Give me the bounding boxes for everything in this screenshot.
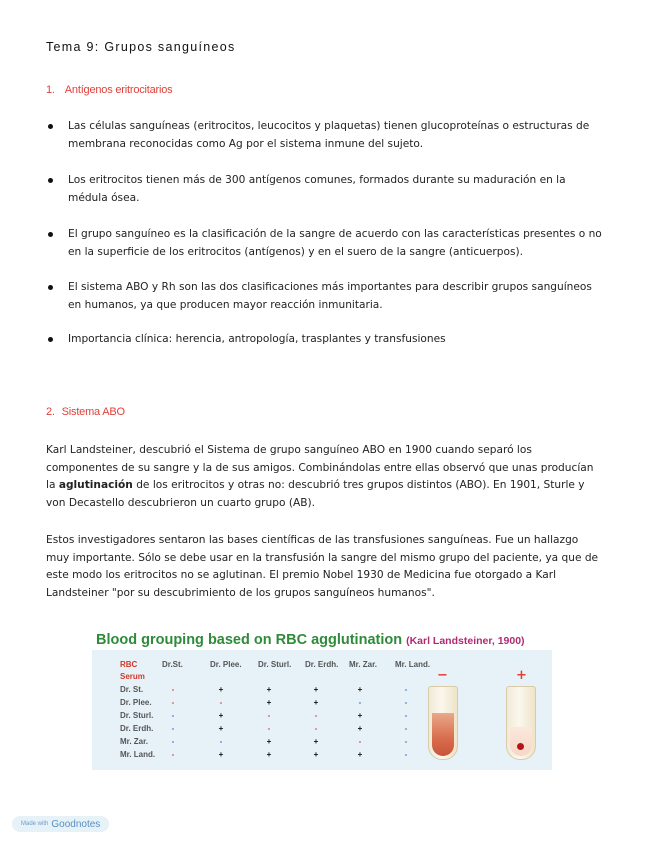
table-cell: +	[313, 737, 319, 746]
column-header: Dr.St.	[162, 660, 183, 669]
bullet-item: Importancia clínica: herencia, antropología, trasplantes y transfusiones	[46, 331, 606, 349]
test-tube-negative	[428, 686, 458, 760]
table-cell: -	[358, 698, 362, 707]
section-2-number: 2.	[46, 406, 58, 418]
bullet-item: Las células sanguíneas (eritrocitos, leucocitos y plaquetas) tienen glucoproteínas o estructuras de membrana reconocidas como Ag por el sistema inmune del sujeto.	[46, 118, 606, 153]
table-cell: +	[266, 698, 272, 707]
table-cell: -	[171, 750, 175, 759]
table-cell: +	[266, 685, 272, 694]
table-cell: +	[313, 685, 319, 694]
agglutination-dot	[517, 743, 524, 750]
table-cell: +	[218, 724, 224, 733]
row-label: Dr. St.	[120, 685, 144, 694]
figure-credit: (Karl Landsteiner, 1900)	[406, 635, 525, 647]
test-tube-positive	[506, 686, 536, 760]
table-cell: -	[171, 724, 175, 733]
table-cell: -	[219, 698, 223, 707]
bullet-item: El grupo sanguíneo es la clasificación de la sangre de acuerdo con las características presentes o no en la superficie de los eritrocitos (antígenos) y en el suero de la sangre (anticuerpos).	[46, 226, 606, 261]
table-cell: +	[218, 685, 224, 694]
table-cell: -	[358, 737, 362, 746]
bold-term-aglutinacion: aglutinación	[58, 479, 133, 491]
paragraph-text: Karl Landsteiner, descubrió el Sistema de grupo sanguíneo ABO en 1900 cuando separó los componentes de su sangre y la de sus amigos. Combinándolas entre ellas observó que unas producían la	[46, 444, 594, 491]
table-cell: +	[266, 737, 272, 746]
table-cell: +	[357, 750, 363, 759]
table-cell: -	[404, 685, 408, 694]
table-cell: -	[314, 724, 318, 733]
table-cell: -	[314, 711, 318, 720]
table-cell: +	[313, 750, 319, 759]
row-label: Dr. Sturl.	[120, 711, 154, 720]
table-cell: +	[357, 685, 363, 694]
positive-symbol: +	[516, 668, 527, 683]
paragraph-landsteiner	[46, 442, 602, 512]
table-cell: -	[404, 698, 408, 707]
bullet-item: El sistema ABO y Rh son las dos clasificaciones más importantes para describir grupos sanguíneos en humanos, ya que producen mayor reacción inmunitaria.	[46, 279, 606, 314]
table-cell: +	[218, 711, 224, 720]
table-cell: -	[171, 698, 175, 707]
table-cell: +	[266, 750, 272, 759]
figure-title-text: Blood grouping based on RBC agglutination	[96, 632, 403, 648]
page-title: Tema 9: Grupos sanguíneos	[46, 40, 236, 54]
table-cell: +	[313, 698, 319, 707]
serum-header: Serum	[120, 672, 145, 681]
row-label: Dr. Plee.	[120, 698, 152, 707]
table-cell: +	[218, 750, 224, 759]
badge-prefix: Made with	[21, 821, 49, 827]
table-cell: +	[357, 724, 363, 733]
table-cell: -	[171, 685, 175, 694]
figure-title	[96, 632, 525, 648]
table-cell: -	[267, 724, 271, 733]
row-label: Mr. Zar.	[120, 737, 149, 746]
table-cell: -	[171, 711, 175, 720]
section-1-bullet-list	[46, 118, 606, 349]
section-1-title: Antígenos eritrocitarios	[64, 84, 173, 96]
row-label: Dr. Erdh.	[120, 724, 154, 733]
section-2-title: Sistema ABO	[61, 406, 125, 418]
table-cell: -	[404, 750, 408, 759]
table-cell: -	[267, 711, 271, 720]
column-header: Dr. Sturl.	[258, 660, 292, 669]
paragraph-text: de los eritrocitos y otras no: descubrió tres grupos distintos (ABO). En 1901, Sturle y von Decastello descubrieron un cuarto grupo (AB).	[46, 479, 585, 509]
row-label: Mr. Land.	[120, 750, 156, 759]
blood-grouping-figure	[92, 628, 552, 770]
tube-fill	[510, 727, 532, 756]
paragraph-transfusions: Estos investigadores sentaron las bases científicas de las transfusiones sanguíneas. Fue un hallazgo muy importante. Sólo se debe usar en la transfusión la sangre del mismo grupo del paciente, ya que de este modo los eritrocitos no se aglutinan. El premio Nobel 1930 de Medicina fue otorgado a Karl Landsteiner "por su descubrimiento de los grupos sanguíneos humanos".	[46, 534, 599, 599]
table-cell: -	[404, 737, 408, 746]
table-cell: -	[219, 737, 223, 746]
column-header: Dr. Plee.	[210, 660, 242, 669]
tube-fill	[432, 713, 454, 756]
table-cell: +	[357, 711, 363, 720]
rbc-header: RBC	[120, 660, 138, 669]
section-2-heading	[46, 406, 125, 418]
section-1-heading	[46, 84, 172, 96]
goodnotes-badge	[12, 816, 109, 832]
section-1-number: 1.	[46, 84, 55, 96]
badge-brand: Goodnotes	[51, 818, 101, 830]
table-cell: -	[404, 724, 408, 733]
bullet-item: Los eritrocitos tienen más de 300 antígenos comunes, formados durante su maduración en la médula ósea.	[46, 172, 606, 207]
column-header: Dr. Erdh.	[305, 660, 339, 669]
table-cell: -	[404, 711, 408, 720]
negative-symbol: −	[437, 668, 448, 683]
column-header: Mr. Land.	[395, 660, 431, 669]
column-header: Mr. Zar.	[349, 660, 378, 669]
table-cell: -	[171, 737, 175, 746]
